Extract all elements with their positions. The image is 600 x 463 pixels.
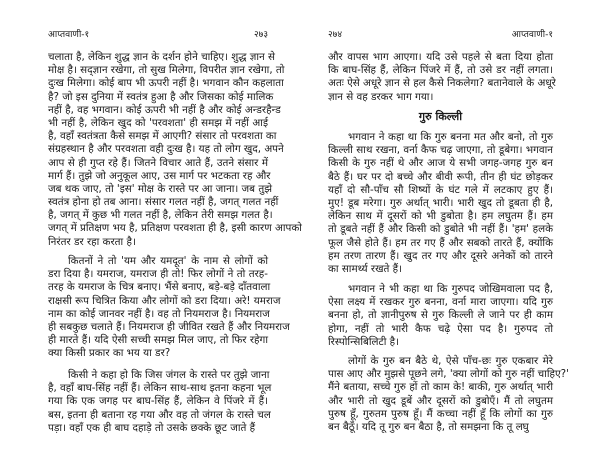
text-line: किसी के गुरु नहीं थे और आज ये सभी जगह-जगह गुरु बन bbox=[328, 157, 553, 170]
text-line: ही मारते हैं। यदि ऐसी सच्ची समझ मिल जाए, तो फिर रहेगा bbox=[48, 334, 268, 347]
page-number: २७३ bbox=[253, 30, 268, 40]
text-line: और वापस भाग आएगा। यदि उसे पहले से बता दिया होता bbox=[328, 51, 553, 63]
text-line: बस, इतना ही बताना रह गया और वह तो जंगल के रास्ते चल bbox=[48, 408, 271, 421]
text-line: पड़ा। वहाँ एक ही बाघ दहाड़े तो उसके छक्के छूट जाते हैं bbox=[48, 421, 256, 434]
text-line: तो डूबते नहीं हैं और किसी को डुबोते भी नहीं हैं। 'हम' हलके bbox=[328, 223, 553, 236]
text-line: हम तरण तारण हैं। खुद तर गए और दूसरे अनेकों को तारने bbox=[328, 249, 553, 262]
text-line: नाम का कोई जानवर नहीं है। वह तो नियमराज है। नियमराज bbox=[48, 307, 270, 320]
text-line: ही सबकुछ चलाते हैं। नियमराज ही जीवित रखते हैं और नियमराज bbox=[48, 320, 290, 333]
paragraph bbox=[328, 355, 569, 434]
text-line: किल्ली साथ रखना, वर्ना कैफ चढ़ जाएगा, तो डूबेगा। भगवान bbox=[328, 144, 553, 157]
paragraph bbox=[48, 255, 290, 361]
text-line: पास आए और मुझसे पूछने लगे, 'क्या लोगों को गुरु नहीं चाहिए?' bbox=[328, 368, 569, 381]
text-line: क्या किसी प्रकार का भय या डर? bbox=[48, 347, 171, 360]
text-line: निरंतर डर रहा करता है। bbox=[48, 235, 136, 248]
text-line: ज्ञान से वह डरकर भाग गया। bbox=[328, 90, 434, 103]
paragraph bbox=[48, 51, 302, 249]
text-line: स्वतंत्र होना हो तब आना। संसार गलत नहीं है, जगत् गलत नहीं bbox=[48, 196, 279, 209]
text-line: आप से ही गुप्त रहे हैं। जितने विचार आते हैं, उतने संसार में bbox=[48, 156, 268, 169]
text-line: होगा, नहीं तो भारी कैफ चढ़े ऐसा पद है। गुरुपद तो bbox=[328, 322, 553, 335]
text-line: तरह के यमराज के चित्र बनाए। भैंसे बनाए, बड़े-बड़े दाँतवाला bbox=[48, 281, 271, 294]
text-line: मार्ग हैं। तुझे जो अनुकूल आए, उस मार्ग पर भटकता रह और bbox=[48, 169, 271, 182]
paragraph bbox=[48, 369, 272, 435]
text-line: भगवान ने कहा था कि गुरु बनना मत और बनो, तो गुरु bbox=[348, 131, 553, 143]
text-line: है, जगत् में कुछ भी गलत नहीं है, लेकिन तेरी समझ गलत है। bbox=[48, 209, 273, 222]
text-line: यहाँ दो सौ-पाँच सौ शिष्यों के घंट गले में लटकाए हुए हैं। bbox=[328, 183, 553, 196]
text-line: दुःख मिलेगा। कोई बाप भी ऊपरी नहीं है। भगवान कौन कहलाता bbox=[48, 77, 284, 90]
section-heading: गुरु किल्ली bbox=[418, 110, 463, 123]
running-header-title: आप्तवाणी-१ bbox=[48, 30, 90, 40]
text-line: पुरुष हूँ, गुरुतम पुरुष हूँ। मैं कच्चा नहीं हूँ कि लोगों का गुरु bbox=[328, 407, 553, 420]
running-header-title: आप्तवाणी-१ bbox=[511, 30, 553, 40]
text-line: का सामर्थ्य रखते हैं। bbox=[328, 262, 402, 275]
text-line: बैठे हैं। घर पर दो बच्चे और बीवी रूपी, तीन ही घंट छोड़कर bbox=[328, 170, 553, 183]
text-line: फूल जैसे होते हैं। हम तर गए हैं और सबको तारते हैं, क्योंकि bbox=[328, 236, 553, 249]
text-line: है, वहाँ बाघ-सिंह नहीं हैं। लेकिन साथ-साथ इतना कहना भूल bbox=[48, 382, 272, 395]
page-number: २७४ bbox=[328, 30, 343, 40]
text-line: लेकिन साथ में दूसरों को भी डुबोता है। हम लघुतम हैं। हम bbox=[328, 210, 553, 223]
text-line: लोगों के गुरु बन बैठे थे, ऐसे पाँच-छः गुरु एकबार मेरे bbox=[348, 355, 553, 367]
text-line: ऐसा लक्ष्य में रखकर गुरु बनना, वर्ना मारा जाएगा। यदि गुरु bbox=[328, 296, 553, 309]
text-line: बनना हो, तो ज्ञानीपुरुष से गुरु किल्ली ले जाने पर ही काम bbox=[328, 309, 553, 322]
text-line: है, वहाँ स्वतंत्रता कैसे समझ में आएगी? संसार तो परवशता का bbox=[48, 130, 277, 143]
text-line: और भारी तो खुद डूबें और दूसरों को डुबोएँ। मैं तो लघुतम bbox=[328, 394, 553, 407]
text-line: किसी ने कहा हो कि जिस जंगल के रास्ते पर तुझे जाना bbox=[68, 369, 270, 381]
text-line: मोक्ष है। सद्ज्ञान रखेगा, तो सुख मिलेगा, विपरीत ज्ञान रखेगा, तो bbox=[48, 64, 285, 77]
paragraph bbox=[328, 51, 556, 104]
text-line: अतः ऐसे अधूरे ज्ञान से हल कैसे निकलेगा? बतानेवाले के अधूरे bbox=[328, 77, 556, 90]
text-line: भगवान ने भी कहा था कि गुरुपद जोखिमवाला पद है, bbox=[348, 283, 553, 295]
text-line: जगत् में प्रतिक्षण भय है, प्रतिक्षण परवशता ही है, इसी कारण आपको bbox=[48, 222, 302, 235]
text-line: जब थक जाए, तो 'इस' मोक्ष के रास्ते पर आ जाना। जब तुझे bbox=[48, 182, 272, 195]
text-line: कि बाघ-सिंह हैं, लेकिन पिंजरे में हैं, तो उसे डर नहीं लगता। bbox=[328, 64, 553, 77]
text-line: भी नहीं है, लेकिन खुद को 'परवशता' ही समझ में नहीं आई bbox=[48, 116, 268, 129]
text-line: राक्षसी रूप चित्रित किया और लोगों को डरा दिया। अरे! यमराज bbox=[48, 294, 281, 307]
text-line: नहीं है, वह भगवान। कोई ऊपरी भी नहीं है और कोई अन्डरहैन्ड bbox=[48, 103, 281, 116]
text-line: कितनों ने तो 'यम और यमदूत' के नाम से लोगों को bbox=[68, 255, 268, 267]
text-line: चलाता है, लेकिन शुद्ध ज्ञान के दर्शन होने चाहिए। शुद्ध ज्ञान से bbox=[48, 51, 275, 63]
text-line: मुए! डूब मरेगा। गुरु अर्थात् भारी। भारी खुद तो डूबता ही है, bbox=[328, 196, 553, 209]
text-line: है? जो इस दुनिया में स्वतंत्र हुआ है और जिसका कोई मालिक bbox=[48, 90, 274, 103]
text-line: मैंने बताया, सच्चे गुरु हों तो काम के! बाकी, गुरु अर्थात् भारी bbox=[328, 381, 553, 394]
paragraph bbox=[328, 283, 553, 349]
right-page bbox=[300, 0, 600, 463]
text-line: गया कि एक जगह पर बाघ-सिंह हैं, लेकिन वे पिंजरे में हैं। bbox=[48, 395, 268, 408]
text-line: बन बैठूँ। यदि तू गुरु बन बैठा है, तो समझना कि तू लघु bbox=[328, 420, 529, 433]
text-line: रिस्पोन्सिबिलिटी है। bbox=[328, 335, 400, 348]
text-line: संग्रहस्थान है और परवशता वही दुःख है। यह तो लोग खुद, अपने bbox=[48, 143, 284, 156]
text-line: डरा दिया है। यमराज, यमराज ही तो! फिर लोगों ने तो तरह- bbox=[48, 268, 268, 281]
paragraph bbox=[328, 131, 553, 276]
